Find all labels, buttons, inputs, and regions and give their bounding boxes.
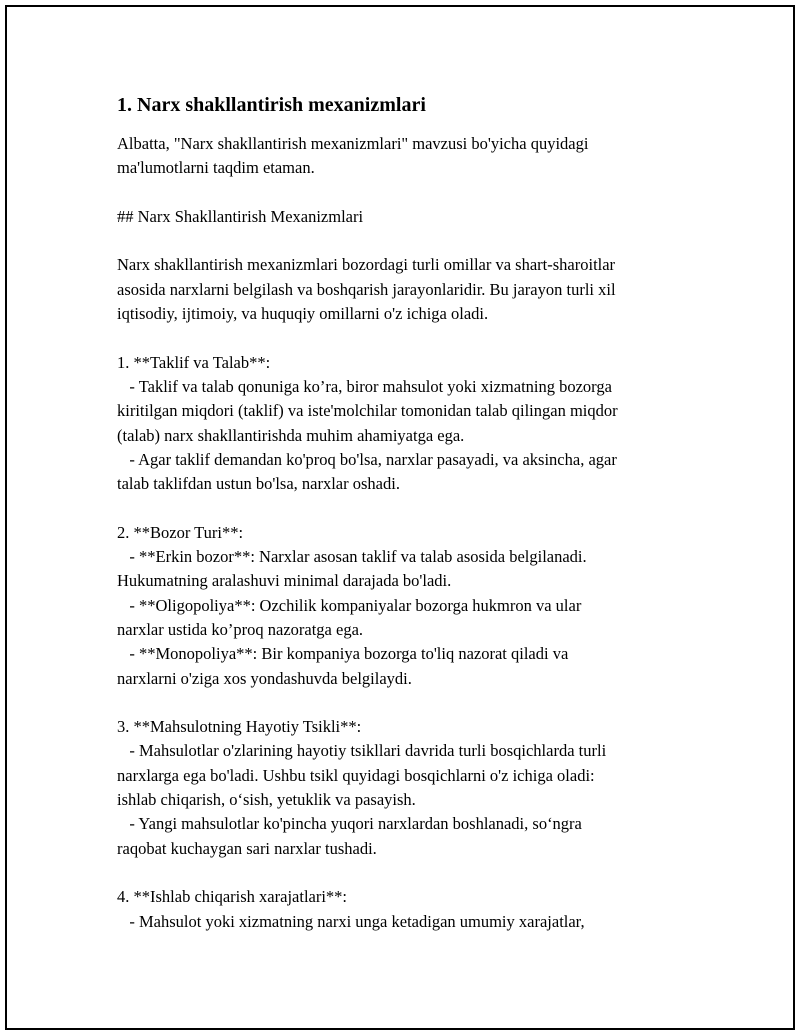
list-item-market-type: 2. **Bozor Turi**: - **Erkin bozor**: Narxlar asosan taklif va talab asosida belgilanadi. Hukumatning aralashuvi minimal darajada bo'ladi. - **Oligopoliya**: Ozchilik kompaniyalar bozorga hukmron va ular narxlar ustida ko’proq nazoratga ega. - **Monopoliya**: Bir kompaniya bozorga to'liq nazorat qiladi va narxlarni o'ziga xos yondashuvda belgilaydi.	[117, 522, 587, 688]
document-body	[117, 92, 697, 934]
list-item-product-lifecycle: 3. **Mahsulotning Hayotiy Tsikli**: - Mahsulotlar o'zlarining hayotiy tsikllari davrida turli bosqichlarda turli narxlarga ega bo'ladi. Ushbu tsikl quyidagi bosqichlarni o'z ichiga oladi: ishlab chiqarish, o‘sish, yetuklik va pasayish. - Yangi mahsulotlar ko'pincha yuqori narxlardan boshlanadi, so‘ngra raqobat kuchaygan sari narxlar tushadi.	[117, 717, 607, 858]
intro-paragraph: Albatta, "Narx shakllantirish mexanizmlari" mavzusi bo'yicha quyidagi ma'lumotlarni taqdim etaman.	[117, 134, 589, 178]
overview-paragraph: Narx shakllantirish mexanizmlari bozordagi turli omillar va shart-sharoitlar asosida narxlarni belgilash va boshqarish jarayonlaridir. Bu jarayon turli xil iqtisodiy, ijtimoiy, va huquqiy omillarni o'z ichiga oladi.	[117, 255, 616, 324]
document-title: 1. Narx shakllantirish mexanizmlari	[117, 94, 426, 116]
section-heading: ## Narx Shakllantirish Mexanizmlari	[117, 206, 364, 226]
list-item-supply-demand: 1. **Taklif va Talab**: - Taklif va talab qonuniga ko’ra, biror mahsulot yoki xizmatning bozorga kiritilgan miqdori (taklif) va iste'molchilar tomonidan talab qilingan miqdor (talab) narx shakllantirishda muhim ahamiyatga ega. - Agar taklif demandan ko'proq bo'lsa, narxlar pasayadi, va aksincha, agar talab taklifdan ustun bo'lsa, narxlar oshadi.	[117, 352, 618, 494]
list-item-production-costs: 4. **Ishlab chiqarish xarajatlari**: - Mahsulot yoki xizmatning narxi unga ketadigan umumiy xarajatlar,	[117, 887, 585, 931]
